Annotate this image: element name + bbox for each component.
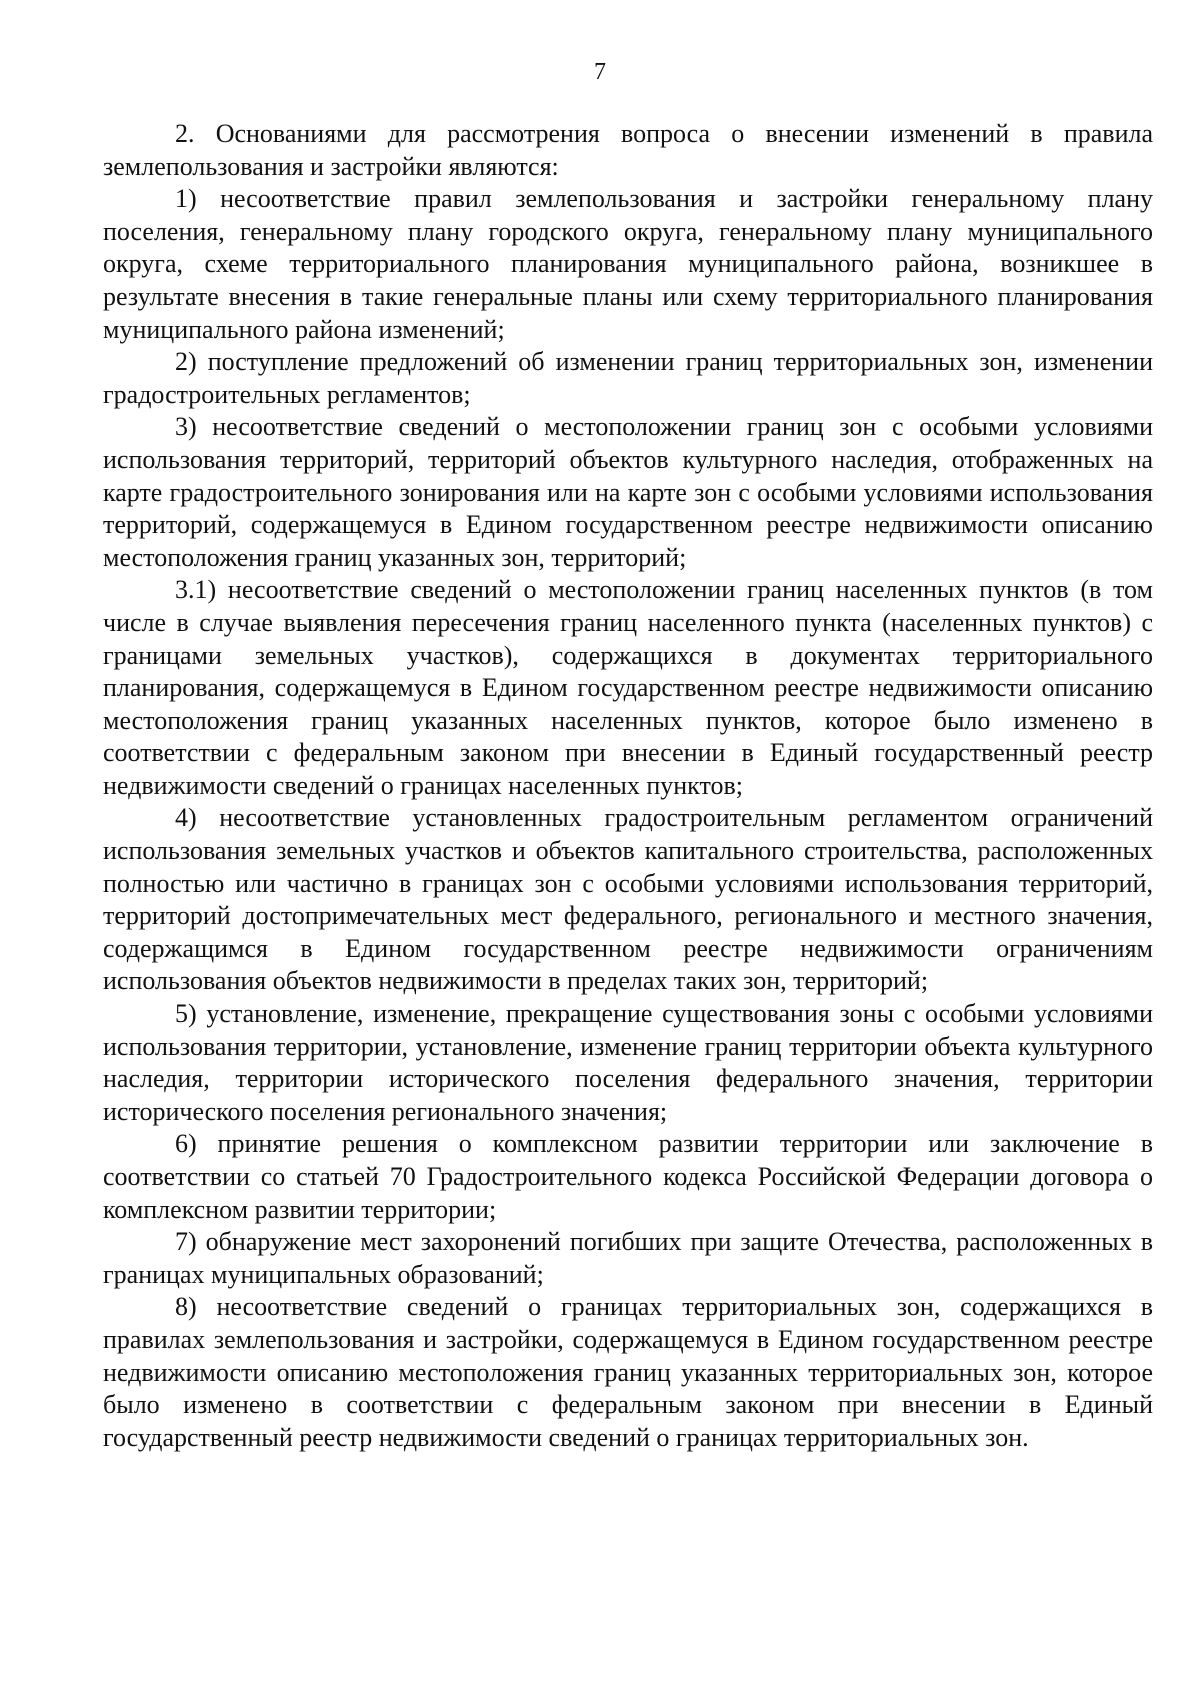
paragraph-item-6: 6) принятие решения о комплексном развитии территории или заключение в соответствии со статьей 70 Градостроительного кодекса Российской Федерации договора о комплексном развитии территории; — [103, 1129, 1153, 1224]
page-number: 7 — [594, 59, 606, 85]
document-body — [103, 118, 1153, 1454]
paragraph-item-4: 4) несоответствие установленных градостроительным регламентом ограничений использования земельных участков и объектов капитального строительства, расположенных полностью или частично в границах зон с особыми условиями использования территорий, территорий достопримечательных мест федерального, регионального и местного значения, содержащимся в Едином государственном реестре недвижимости ограничениям использования объектов недвижимости в пределах таких зон, территорий; — [103, 803, 1153, 996]
paragraph-item-3-1: 3.1) несоответствие сведений о местоположении границ населенных пунктов (в том числе в случае выявления пересечения границ населенного пункта (населенных пунктов) с границами земельных участков), содержащихся в документах территориального планирования, содержащемуся в Едином государственном реестре недвижимости описанию местоположения границ указанных населенных пунктов, которое было изменено в соответствии с федеральным законом при внесении в Единый государственный реестр недвижимости сведений о границах населенных пунктов; — [103, 575, 1153, 800]
paragraph-item-1: 1) несоответствие правил землепользования и застройки генеральному плану поселения, генеральному плану городского округа, генеральному плану муниципального округа, схеме территориального планирования муниципального района, возникшее в результате внесения в такие генеральные планы или схему территориального планирования муниципального района изменений; — [103, 184, 1153, 344]
paragraph-grounds-intro: 2. Основаниями для рассмотрения вопроса о внесении изменений в правила землепользования и застройки являются: — [103, 119, 1153, 181]
paragraph-item-8: 8) несоответствие сведений о границах территориальных зон, содержащихся в правилах землепользования и застройки, содержащемуся в Едином государственном реестре недвижимости описанию местоположения границ указанных территориальных зон, которое было изменено в соответствии с федеральным законом при внесении в Единый государственный реестр недвижимости сведений о границах территориальных зон. — [103, 1292, 1153, 1452]
paragraph-item-2: 2) поступление предложений об изменении границ территориальных зон, изменении градостроительных регламентов; — [103, 347, 1153, 409]
paragraph-item-3: 3) несоответствие сведений о местоположении границ зон с особыми условиями использования территорий, территорий объектов культурного наследия, отображенных на карте градостроительного зонирования или на карте зон с особыми условиями использования территорий, содержащемуся в Едином государственном реестре недвижимости описанию местоположения границ указанных зон, территорий; — [103, 412, 1153, 572]
paragraph-item-7: 7) обнаружение мест захоронений погибших при защите Отечества, расположенных в границах муниципальных образований; — [103, 1227, 1153, 1289]
paragraph-item-5: 5) установление, изменение, прекращение существования зоны с особыми условиями использования территории, установление, изменение границ территории объекта культурного наследия, территории исторического поселения федерального значения, территории исторического поселения регионального значения; — [103, 999, 1153, 1126]
